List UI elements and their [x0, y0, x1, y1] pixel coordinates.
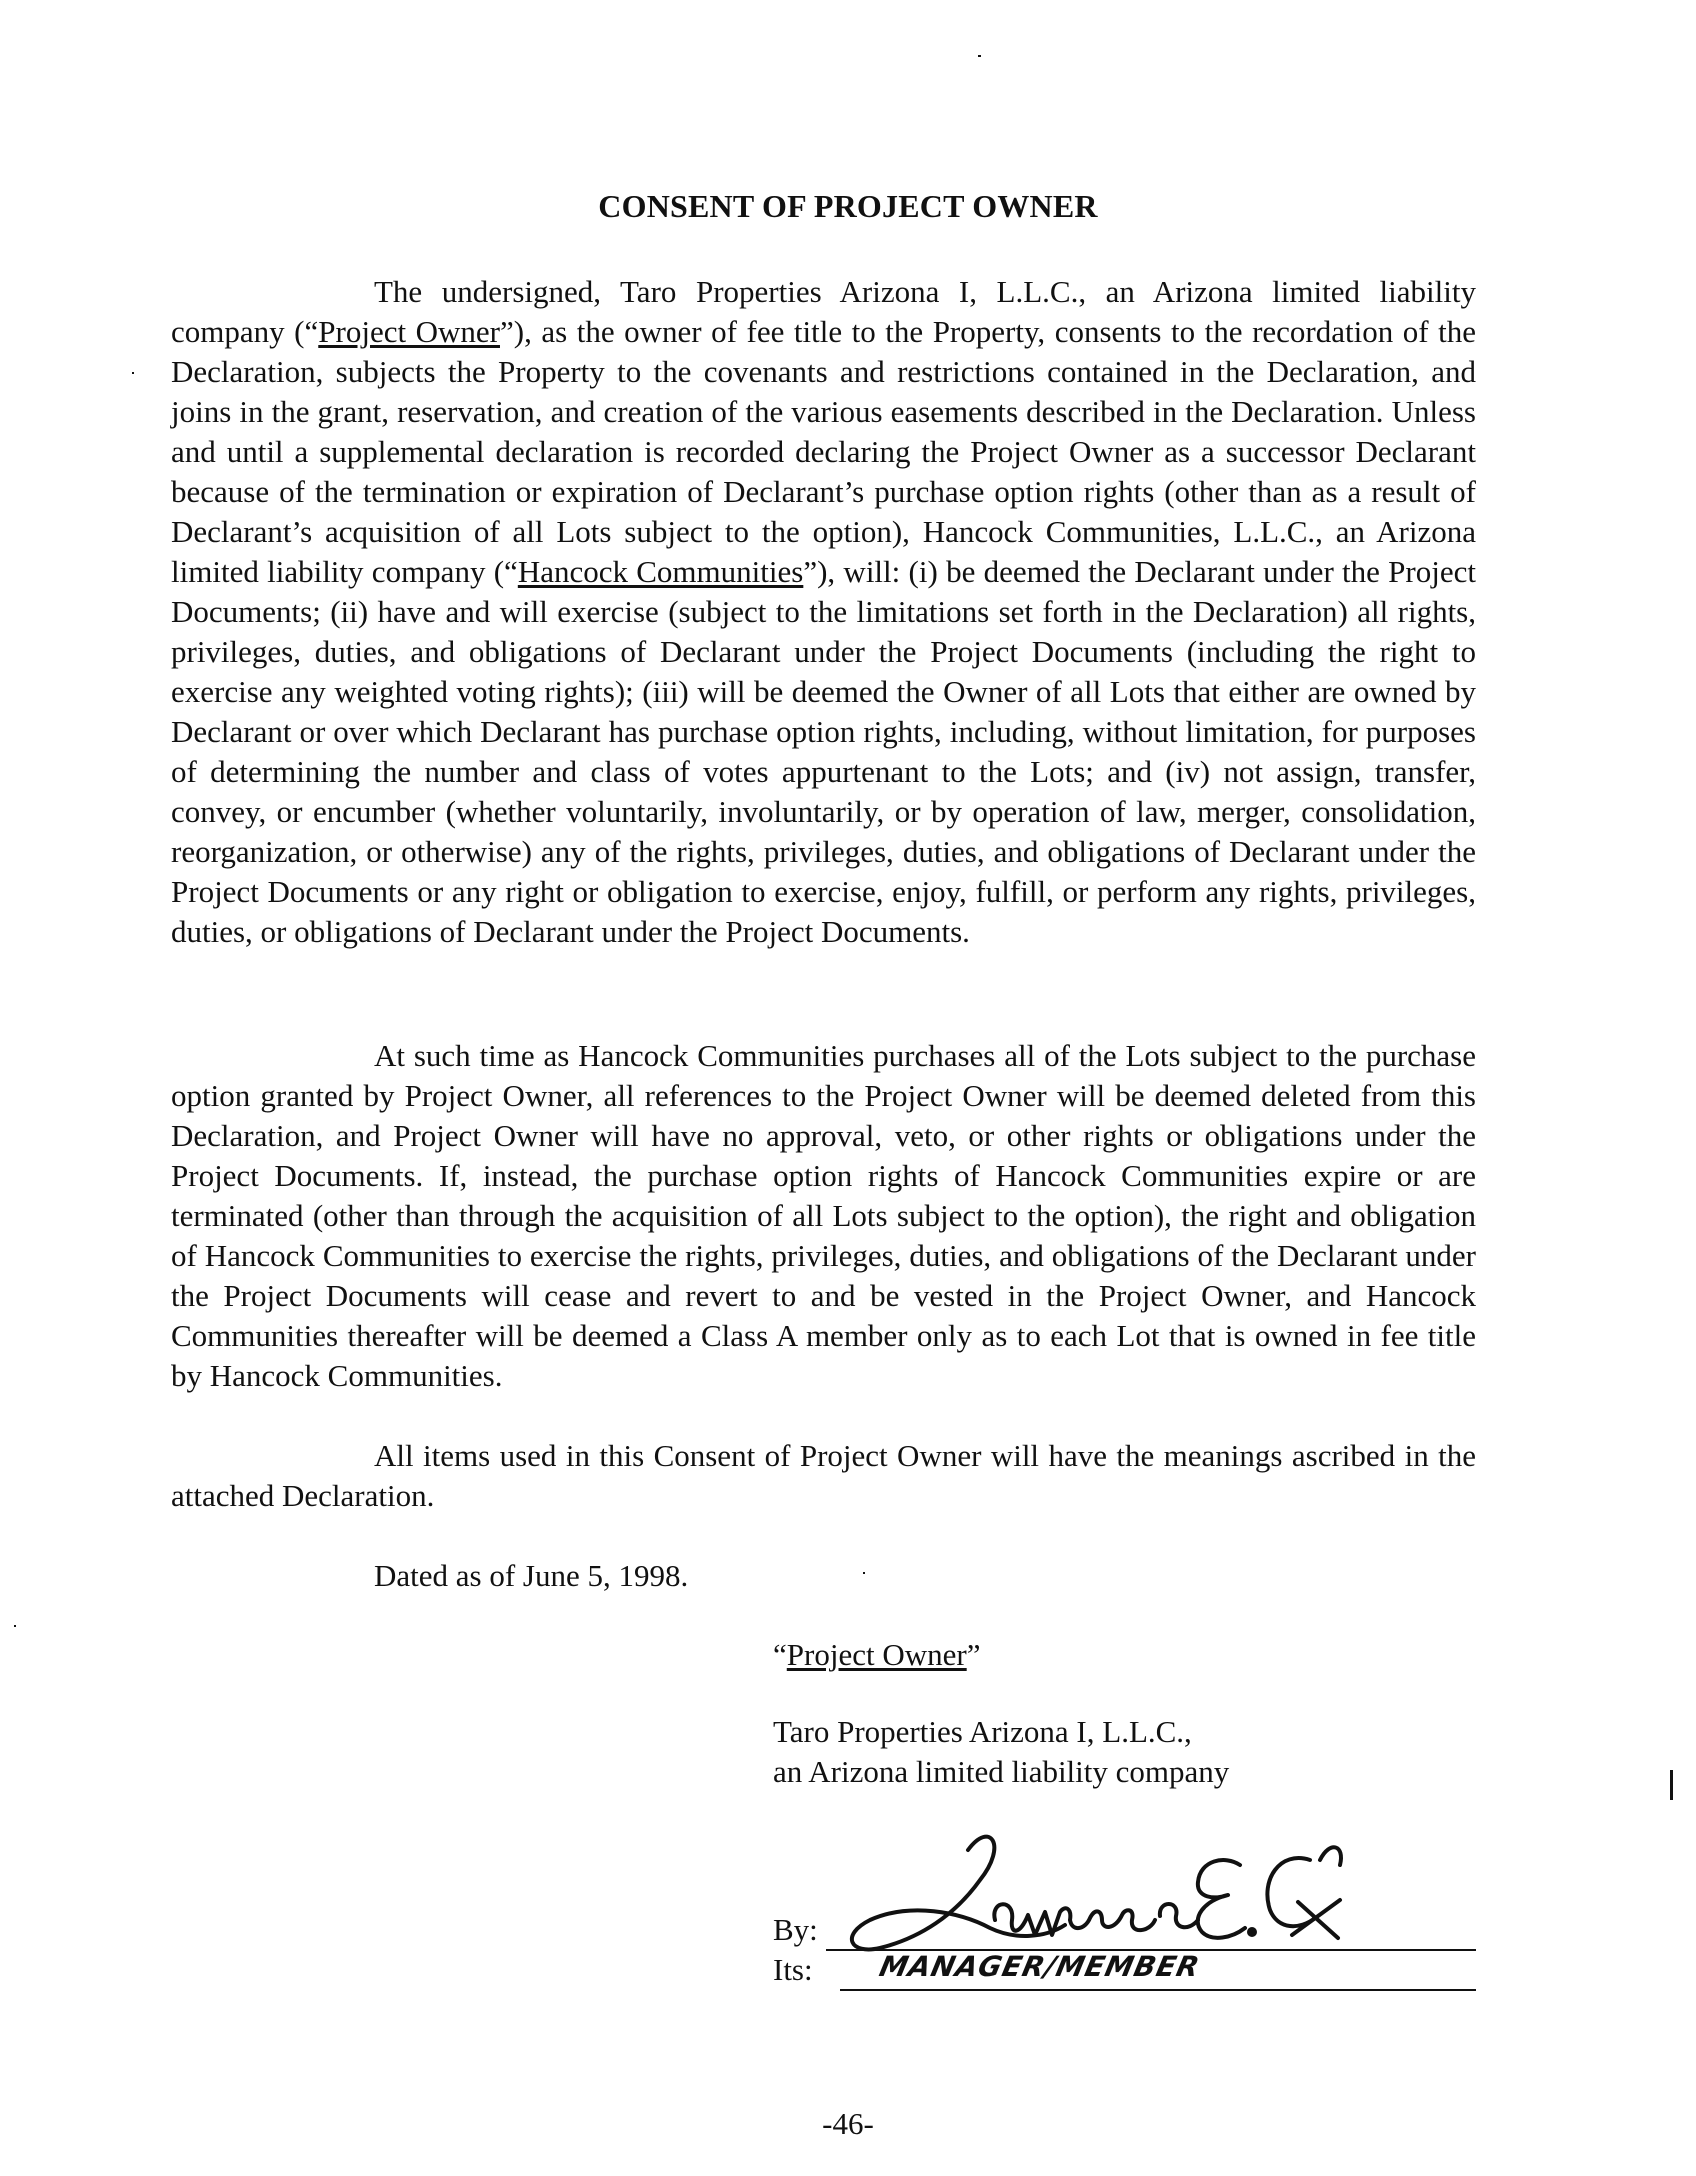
defined-term-hancock-communities: Hancock Communities — [517, 554, 804, 589]
paragraph-3: All items used in this Consent of Project Owner will have the meanings ascribed in the attached Declaration. — [171, 1438, 1476, 1513]
company-description: an Arizona limited liability company — [773, 1754, 1230, 1789]
paragraph-1 — [171, 272, 1476, 952]
company-name: Taro Properties Arizona I, L.L.C., — [773, 1714, 1192, 1749]
dated-line: Dated as of June 5, 1998. — [374, 1558, 689, 1593]
paragraph-1-text-a: The undersigned, Taro Properties Arizona I, L.L.C., an Arizona limited liability company (“ — [171, 274, 1476, 349]
defined-term-project-owner: Project Owner — [318, 314, 500, 349]
its-title-handwritten: MANAGER/MEMBER — [876, 1950, 1203, 1983]
scan-dot-top — [978, 55, 981, 57]
scan-mark-right-edge — [1670, 1770, 1673, 1800]
paragraph-2: At such time as Hancock Communities purchases all of the Lots subject to the purchase option granted by Project Owner, all references to the Project Owner will be deemed deleted from this Declaration, and Project Owner will have no approval, veto, or other rights or obligations under the Project Documents. If, instead, the purchase option rights of Hancock Communities expire or are terminated (other than through the acquisition of all Lots subject to the option), the right and obligation of Hancock Communities to exercise the rights, privileges, duties, and obligations of the Declarant under the Project Documents will cease and revert to and be vested in the Project Owner, and Hancock Communities thereafter will be deemed a Class A member only as to each Lot that is owned in fee title by Hancock Communities. — [171, 1038, 1476, 1393]
paragraph-1-text-c: ”), will: (i) be deemed the Declarant under the Project Documents; (ii) have and will exercise (subject to the limitations set forth in the Declaration) all rights, privileges, duties, and obligations of Declarant under the Project Documents (including the right to exercise any weighted voting rights); (iii) will be deemed the Owner of all Lots that either are owned by Declarant or over which Declarant has purchase option rights, including, without limitation, for purposes of determining the number and class of votes appurtenant to the Lots; and (iv) not assign, transfer, convey, or encumber (whether voluntarily, involuntarily, or by operation of law, merger, consolidation, reorganization, or otherwise) any of the rights, privileges, duties, and obligations of Declarant under the Project Documents or any right or obligation to exercise, enjoy, fulfill, or perform any rights, privileges, duties, or obligations of Declarant under the Project Documents. — [171, 554, 1476, 949]
scan-dot-left-1 — [132, 372, 134, 374]
scan-dot-mid — [863, 1572, 865, 1574]
company-block — [773, 1712, 1229, 1792]
signature-party-term: Project Owner — [786, 1637, 967, 1672]
by-label: By: — [773, 1912, 818, 1947]
quote-open: “ — [773, 1637, 787, 1672]
its-signature-line — [840, 1989, 1476, 1991]
scan-dot-left-2 — [14, 1625, 16, 1627]
page-number: -46- — [822, 2106, 874, 2141]
paragraph-1-text-b: ”), as the owner of fee title to the Property, consents to the recordation of the Declaration, subjects the Property to the covenants and restrictions contained in the Declaration, and joins in the grant, reservation, and creation of the various easements described in the Declaration. Unless and until a supplemental declaration is recorded declaring the Project Owner as a successor Declarant because of the termination or expiration of Declarant’s purchase option rights (other than as a result of Declarant’s acquisition of all Lots subject to the option), Hancock Communities, L.L.C., an Arizona limited liability company (“ — [171, 314, 1477, 589]
its-label: Its: — [773, 1952, 813, 1987]
signature-party-label — [773, 1635, 980, 1675]
quote-close: ” — [966, 1637, 981, 1672]
document-title: CONSENT OF PROJECT OWNER — [598, 188, 1098, 224]
